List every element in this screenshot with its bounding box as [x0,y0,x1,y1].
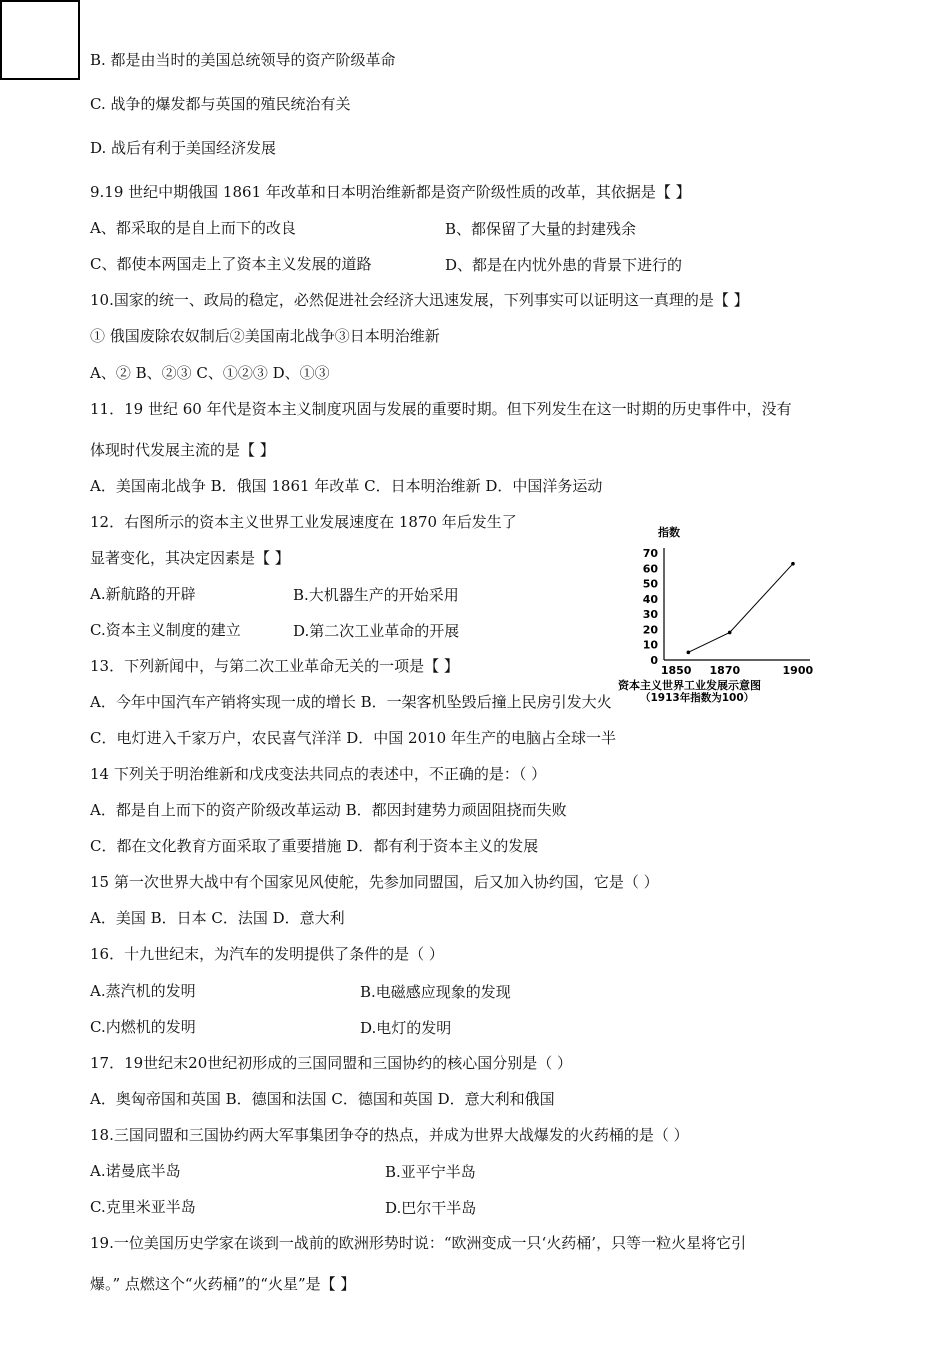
text-line-col2: D.巴尔干半岛 [385,1199,477,1217]
text-line: A.蒸汽机的发明 [90,982,196,1000]
text-line: 19.一位美国历史学家在谈到一战前的欧洲形势时说：“欧洲变成一只‘火药桶’，只等一粒火星将它引 [90,1234,747,1252]
text-line: A．美国 B．日本 C．法国 D．意大利 [90,909,345,927]
data-point [728,631,732,635]
text-line: 16．十九世纪末，为汽车的发明提供了条件的是（ ） [90,945,444,963]
text-line: B. 都是由当时的美国总统领导的资产阶级革命 [90,51,396,69]
text-line-col2: D、都是在内忧外患的背景下进行的 [445,256,683,274]
text-line: C.内燃机的发明 [90,1018,196,1036]
text-line: 13．下列新闻中，与第二次工业革命无关的一项是【 】 [90,657,459,675]
text-line: 14 下列关于明治维新和戊戌变法共同点的表述中，不正确的是：（ ） [90,765,547,783]
text-line-col2: B.亚平宁半岛 [385,1163,476,1181]
x-tick-label: 1900 [782,664,814,677]
text-line: C．电灯进入千家万户，农民喜气洋洋 D．中国 2010 年生产的电脑占全球一半 [90,729,616,747]
text-line-col2: B.电磁感应现象的发现 [360,983,511,1001]
y-tick-label: 60 [642,562,658,576]
text-line: A、都采取的是自上而下的改良 [90,219,296,237]
text-line: 17．19世纪末20世纪初形成的三国同盟和三国协约的核心国分别是（ ） [90,1054,573,1072]
x-tick-labels [661,664,814,677]
text-line: 9.19 世纪中期俄国 1861 年改革和日本明治维新都是资产阶级性质的改革，其依据是【 】 [90,183,691,201]
y-tick-label: 30 [642,608,658,622]
text-line: A、② B、②③ C、①②③ D、①③ [90,364,330,382]
text-line: 18.三国同盟和三国协约两大军事集团争夺的热点，并成为世界大战爆发的火药桶的是（ ） [90,1126,689,1144]
x-tick-label: 1850 [660,664,692,677]
corner-box [0,0,80,80]
y-axis-title: 指数 [658,526,680,539]
text-line-col2: D.电灯的发明 [360,1019,452,1037]
text-line-col2: B.大机器生产的开始采用 [293,586,459,604]
text-line-col2: B、都保留了大量的封建残余 [445,220,637,238]
industry-index-chart [612,520,842,705]
y-tick-label: 40 [642,592,658,606]
text-line: 11．19 世纪 60 年代是资本主义制度巩固与发展的重要时期。但下列发生在这一时期的历史事件中，没有 [90,400,792,418]
y-tick-label: 20 [642,623,658,637]
chart-caption: 资本主义世界工业发展示意图 [618,679,761,692]
text-line: A．美国南北战争 B．俄国 1861 年改革 C．日本明治维新 D．中国洋务运动 [90,477,603,495]
y-tick-label: 70 [642,547,658,560]
data-point [791,562,795,566]
data-point [687,651,691,655]
text-line: 显著变化，其决定因素是【 】 [90,549,290,567]
y-tick-label: 10 [642,638,658,652]
x-tick-label: 1870 [709,664,741,677]
chart-svg [612,520,842,705]
y-tick-label: 0 [650,654,658,667]
chart-subcaption: （1913年指数为100） [640,692,755,704]
y-tick-labels [643,547,659,667]
data-points [687,562,795,654]
text-line: C.资本主义制度的建立 [90,621,241,639]
text-line: 15 第一次世界大战中有个国家见风使舵，先参加同盟国，后又加入协约国，它是（ ） [90,873,659,891]
text-line: D. 战后有利于美国经济发展 [90,139,277,157]
text-line: ① 俄国废除农奴制后②美国南北战争③日本明治维新 [90,327,440,345]
text-line: A．都是自上而下的资产阶级改革运动 B．都因封建势力顽固阻挠而失败 [90,801,567,819]
text-line: 10.国家的统一、政局的稳定，必然促进社会经济大迅速发展，下列事实可以证明这一真理的是【 】 [90,291,749,309]
text-line: A.新航路的开辟 [90,585,196,603]
text-line-col2: D.第二次工业革命的开展 [293,622,460,640]
text-line: C.克里米亚半岛 [90,1198,196,1216]
text-line: A.诺曼底半岛 [90,1162,181,1180]
y-tick-label: 50 [642,577,658,591]
text-line: 体现时代发展主流的是【 】 [90,441,275,459]
text-line: A．今年中国汽车产销将实现一成的增长 B．一架客机坠毁后撞上民房引发大火 [90,693,612,711]
series-line [688,564,793,653]
text-line: 12．右图所示的资本主义世界工业发展速度在 1870 年后发生了 [90,513,517,531]
text-line: C、都使本两国走上了资本主义发展的道路 [90,255,372,273]
text-line: 爆。” 点燃这个“火药桶”的“火星”是【 】 [90,1275,356,1293]
text-line: C. 战争的爆发都与英国的殖民统治有关 [90,95,351,113]
text-line: C．都在文化教育方面采取了重要措施 D．都有利于资本主义的发展 [90,837,539,855]
text-line: A．奥匈帝国和英国 B．德国和法国 C．德国和英国 D．意大利和俄国 [90,1090,555,1108]
